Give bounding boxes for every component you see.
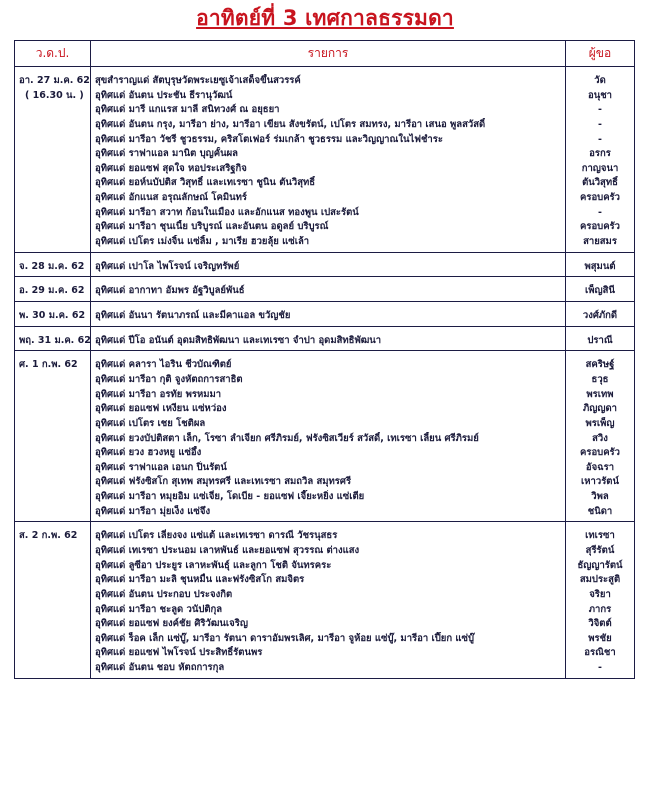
intention-line: อุทิศแด่ เปาโล ไพโรจน์ เจริญทรัพย์ [95, 260, 240, 272]
requester-name: ภากร [588, 603, 612, 615]
table-row [15, 307, 635, 326]
date-cell [15, 307, 91, 326]
header-date: ว.ด.ป. [15, 41, 91, 67]
intention-line: อุทิศแด่ ยอแซฟ ไพโรจน์ ประสิทธิ์รัตนพร [95, 647, 263, 659]
requester-name: ปราณี [587, 334, 613, 346]
requester-cell [566, 72, 635, 252]
date-label: พ. 30 ม.ค. 62 [19, 310, 86, 321]
requester-name: ครอบครัว [580, 221, 620, 233]
requester-name: อนุชา [588, 89, 612, 101]
requester-name: เพ็ญสินี [585, 285, 615, 297]
intention-line: สุขสำราญแด่ สัตบุรุษวัดพระเยซูเจ้าเสด็จขึ้นสวรรค์ [95, 75, 301, 86]
intention-line: อุทิศแด่ ราฟาแอล มานิต บุญคั้นผล [95, 148, 238, 160]
date-time-label: ( 16.30 น. ) [25, 89, 84, 101]
intention-line: อุทิศแด่ อันตน ประกอบ ประจงกิต [95, 588, 233, 600]
table-row [15, 282, 635, 301]
requester-cell [566, 356, 635, 522]
date-label: พฤ. 31 ม.ค. 62 [19, 334, 91, 346]
requester-name: เหาวรัตน์ [581, 476, 619, 488]
intention-line: อุทิศแด่ มารี แกแรส มาลี สนิทวงศ์ ณ อยุธยา [95, 104, 280, 116]
intention-line: อุทิศแด่ ยอแซฟ เหงียน แซ่หว่อง [95, 403, 227, 415]
intention-line: อุทิศแด่ เปโตร เลี่ยงจง แซ่แต้ และเทเรซา ดารณี วัชรนุสธร [95, 530, 338, 542]
intention-line: อุทิศแด่ มารีอา สวาท ก้อนในเมือง และอักแนส ทองพูน เปสะรัตน์ [95, 206, 359, 218]
table-row [15, 72, 635, 252]
intention-line: อุทิศแด่ มารีอา หมุยอิม แซ่เจี่ย, โดเบีย - ยอแซฟ เจี๊ยะหยิ่ง แซ่เตีย [95, 491, 365, 503]
intention-line: อุทิศแด่ คลารา ไอริน ชีวบัณฑิตย์ [95, 359, 232, 371]
table-header-row [15, 41, 635, 67]
schedule-body [15, 67, 635, 679]
intention-line: อุทิศแด่ อันตน ประชัน ธีรานุวัฒน์ [95, 89, 233, 101]
requester-name: วิจิตต์ [588, 618, 612, 630]
intention-line: อุทิศแด่ มารีอา วัชรี ชูวธรรม, คริสโตเฟอร์ ร่มเกล้า ชูวธรรม และวิญญาณในไฟชำระ [95, 133, 443, 145]
date-label: ศ. 1 ก.พ. 62 [19, 359, 78, 371]
intention-line: อุทิศแด่ ยอห์นบัปติส วิสุทธิ์ และเทเรซา ชูนิน ตันวิสุทธิ์ [95, 177, 316, 189]
date-cell [15, 527, 91, 678]
intention-line: อุทิศแด่ ยอแซฟ ยงค์ชัย ศิริวัฒนเจริญ [95, 618, 248, 630]
items-cell [91, 282, 566, 301]
requester-name: สุรีรัตน์ [585, 545, 615, 556]
date-cell [15, 332, 91, 351]
table-row [15, 258, 635, 277]
intention-line: อุทิศแด่ ยวงบัปติสตา เล็ก, โรซา ลำเจียก ศรีภิรมย์, ฟรังซิสเวียร์ สวัสดิ์, เทเรซา เลี้ยน ศรีภิรมย์ [95, 432, 479, 444]
page-title: อาทิตย์ที่ 3 เทศกาลธรรมดา [196, 6, 454, 30]
intention-line: อุทิศแด่ มารีอา ชะลูด วนัปติกุล [95, 603, 223, 615]
requester-name: ธัญญารัตน์ [577, 559, 623, 571]
requester-name: - [598, 662, 602, 674]
intention-line: อุทิศแด่ อันตน ชอบ หัตถการกุล [95, 662, 225, 674]
requester-cell [566, 258, 635, 277]
requester-name: สมประสูติ [579, 574, 621, 586]
intention-line: อุทิศแด่ ลูซีอา ประยูร เลาหะพันธุ์ และลูกา โชติ จันทรคระ [95, 559, 332, 571]
requester-name: ธวุธ [591, 373, 609, 385]
requester-name: พรชัย [588, 632, 612, 644]
intention-line: อุทิศแด่ ราฟาแอล เอนก ปิ่นรัตน์ [95, 461, 227, 473]
date-cell [15, 282, 91, 301]
schedule-table [14, 40, 635, 679]
date-cell [15, 356, 91, 522]
items-cell [91, 72, 566, 252]
requester-cell [566, 527, 635, 678]
intention-line: อุทิศแด่ เทเรซา ประนอม เลาหพันธ์ และยอแซฟ สุวรรณ ต่างแสง [95, 545, 360, 556]
requester-name: วัด [594, 75, 606, 86]
requester-name: อรกร [589, 148, 611, 160]
requester-name: - [598, 118, 602, 130]
requester-name: สายสมร [583, 236, 617, 248]
intention-line: อุทิศแด่ มารีอา มุ่ยเง็ง แซ่จึง [95, 505, 211, 517]
intention-line: อุทิศแด่ อากาทา อัมพร อัฐวิบูลย์พันธ์ [95, 285, 245, 297]
intention-line: อุทิศแด่ ร็อค เล็ก แซ่บู๊, มารีอา รัตนา ดาราอัมพรเลิศ, มารีอา จูห้อย แซ่บู๊, มารีอา เปี๊ยก แซ่บู๊ [95, 632, 474, 644]
intention-line: อุทิศแด่ อันตน กรุง, มารีอา ย่าง, มารีอา เขียน สังขรัตน์, เปโตร สมทรง, มารีอา เสนอ พูลสวัสดิ์ [95, 118, 486, 130]
requester-name: สวิง [592, 432, 608, 444]
intention-line: อุทิศแด่ ปีโอ อนันต์ อุดมสิทธิพัฒนา และเทเรซา จำปา อุดมสิทธิพัฒนา [95, 334, 382, 346]
date-cell [15, 72, 91, 252]
intention-line: อุทิศแด่ ยอแซฟ สุดใจ หอประเสริฐกิจ [95, 162, 247, 174]
requester-name: จริยา [589, 588, 611, 600]
items-cell [91, 307, 566, 326]
requester-name: พสุมนต์ [584, 260, 616, 272]
header-items: รายการ [91, 41, 566, 67]
requester-name: กาญจนา [581, 162, 619, 174]
intention-line: อุทิศแด่ เปโตร เชย โชติผล [95, 417, 206, 429]
date-label: ส. 2 ก.พ. 62 [19, 530, 78, 542]
date-label: อ. 29 ม.ค. 62 [19, 285, 85, 297]
table-row [15, 356, 635, 522]
date-label: อา. 27 ม.ค. 62 [19, 75, 90, 86]
requester-name: ครอบครัว [580, 447, 620, 459]
intention-line: อุทิศแด่ เปโตร เม่งจิ้น แซ่ลิ้ม , มาเรีย ฮวยลุ้ย แซ่เล้า [95, 236, 310, 248]
requester-name: พรเทพ [586, 388, 614, 400]
intention-line: อุทิศแด่ อันนา รัตนาภรณ์ และมีคาแอล ขวัญชัย [95, 310, 291, 321]
date-cell [15, 258, 91, 277]
requester-name: ครอบครัว [580, 192, 620, 204]
requester-cell [566, 332, 635, 351]
items-cell [91, 527, 566, 678]
intention-line: อุทิศแด่ ฟรังซิสโก สุเทพ สมุทรศรี และเทเรซา สมถวิล สมุทรศรี [95, 476, 352, 488]
items-cell [91, 332, 566, 351]
requester-name: - [598, 133, 602, 145]
table-row [15, 527, 635, 678]
intention-line: อุทิศแด่ มารีอา อรทัย พรหมมา [95, 388, 222, 400]
header-requester: ผู้ขอ [566, 41, 635, 67]
requester-name: - [598, 104, 602, 116]
requester-name: พรเพ็ญ [585, 417, 615, 429]
intention-line: อุทิศแด่ มารีอา ชุนเนี้ย บริบูรณ์ และอันตน อดูลย์ บริบูรณ์ [95, 221, 329, 233]
requester-name: ภิญญดา [583, 403, 617, 415]
requester-name: เทเรซา [585, 530, 615, 542]
intention-line: อุทิศแด่ อักแนส อรุณลักษณ์ โคมินทร์ [95, 192, 247, 204]
requester-name: อัจฉรา [585, 461, 615, 473]
intention-line: อุทิศแด่ มารีอา กุติ จูงหัตถการสาธิต [95, 373, 243, 385]
requester-name: วงศ์ภักดี [582, 310, 618, 321]
requester-name: วิพล [591, 491, 609, 503]
requester-name: สคริษฐ์ [585, 359, 615, 371]
requester-name: อรณิชา [584, 647, 616, 659]
requester-cell [566, 282, 635, 301]
items-cell [91, 258, 566, 277]
requester-name: - [598, 206, 602, 218]
intention-line: อุทิศแด่ มารีอา มะลิ ชุนหมื่น และฟรังซิสโก สมจิตร [95, 574, 305, 586]
requester-cell [566, 307, 635, 326]
table-row [15, 332, 635, 351]
items-cell [91, 356, 566, 522]
requester-name: ชนิดา [587, 505, 613, 517]
requester-name: ตันวิสุทธิ์ [582, 177, 618, 189]
date-label: จ. 28 ม.ค. 62 [19, 260, 85, 272]
intention-line: อุทิศแด่ ยวง ฮวงหยู แซ่อึ้ง [95, 447, 202, 459]
